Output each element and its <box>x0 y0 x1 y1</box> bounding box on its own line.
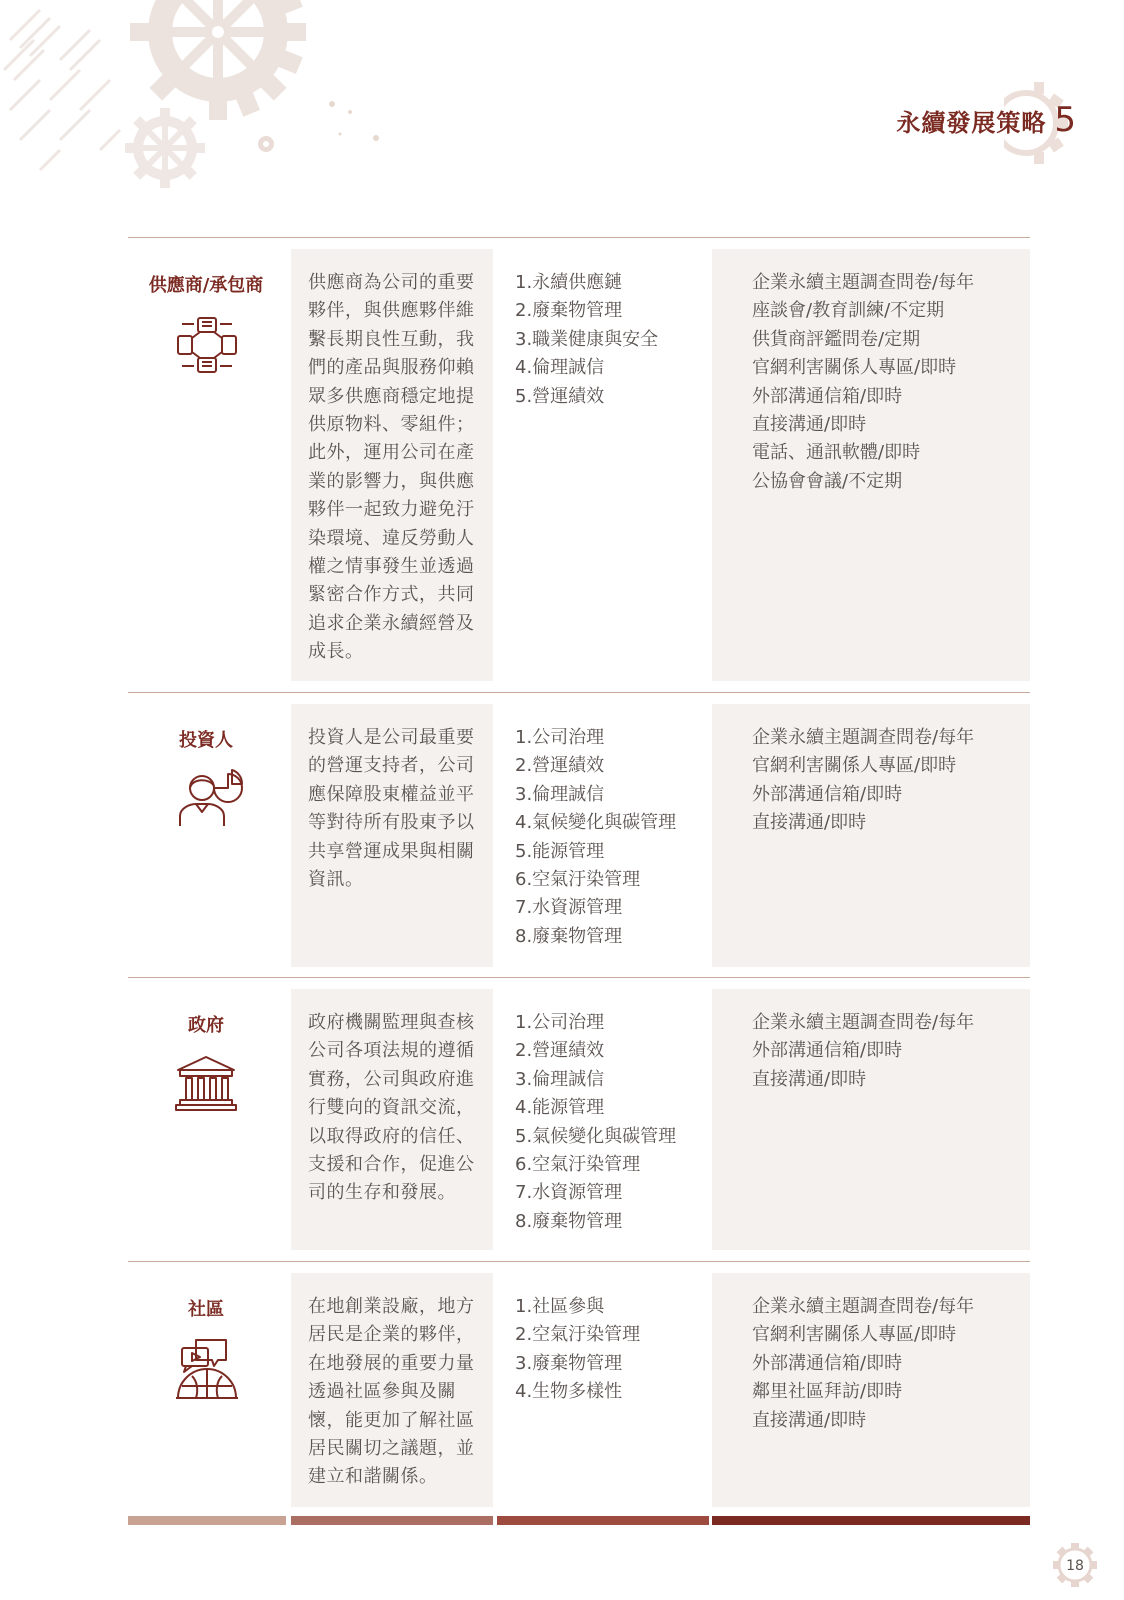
list-item: 3.倫理誠信 <box>515 783 605 805</box>
stakeholder-description: 在地創業設廠，地方 居民是企業的夥伴， 在地發展的重要力量 透過社區參與及關 懷，能更加了解社區 居民關切之議題，並 建立和諧關係。 <box>308 1296 475 1488</box>
list-item: 8.廢棄物管理 <box>515 925 623 947</box>
channel-list <box>752 1293 1022 1435</box>
row-divider <box>128 692 1030 693</box>
list-item: 1.社區參與 <box>515 1296 605 1317</box>
list-item: 4.倫理誠信 <box>515 357 605 379</box>
footer-bar <box>712 1516 1030 1525</box>
list-item: 4.氣候變化與碳管理 <box>515 812 677 834</box>
list-item: 3.廢棄物管理 <box>515 1352 623 1374</box>
list-item: 直接溝通/即時 <box>752 1409 867 1431</box>
list-item: 企業永續主題調查問卷/每年 <box>752 727 975 748</box>
list-item: 6.空氣汙染管理 <box>515 1153 641 1175</box>
list-item: 5.氣候變化與碳管理 <box>515 1125 677 1147</box>
stakeholder-description: 供應商為公司的重要 夥伴，與供應夥伴維 繫長期良性互動，我 們的產品與服務仰賴 眾多供應商穩定地提 供原物料、零組件； 此外，運用公司在產 業的影響力，與供應 夥伴一起致力避免汙 染環境、違反勞動人 權之情事發生並透過 緊密合作方式，共同 追求企業永續經營及 成長。 <box>308 272 475 663</box>
channel-list <box>752 269 1022 496</box>
topic-list <box>515 1009 705 1236</box>
list-item: 座談會/教育訓練/不定期 <box>752 300 945 322</box>
list-item: 3.倫理誠信 <box>515 1068 605 1090</box>
list-item: 4.生物多樣性 <box>515 1381 623 1403</box>
list-item: 企業永續主題調查問卷/每年 <box>752 1012 975 1033</box>
list-item: 鄰里社區拜訪/即時 <box>752 1381 903 1403</box>
list-item: 3.職業健康與安全 <box>515 328 659 350</box>
stakeholder-description: 政府機關監理與查核 公司各項法規的遵循 實務，公司與政府進 行雙向的資訊交流， 以取得政府的信任、 支援和合作，促進公 司的生存和發展。 <box>308 1012 475 1204</box>
list-item: 4.能源管理 <box>515 1097 605 1119</box>
footer-bar <box>497 1516 709 1525</box>
page-header <box>896 100 1076 140</box>
list-item: 官網利害關係人專區/即時 <box>752 357 957 379</box>
list-item: 電話、通訊軟體/即時 <box>752 442 921 464</box>
list-item: 外部溝通信箱/即時 <box>752 783 903 805</box>
section-title: 永續發展策略 <box>896 108 1047 137</box>
list-item: 外部溝通信箱/即時 <box>752 385 903 407</box>
list-item: 直接溝通/即時 <box>752 1068 867 1090</box>
topic-list <box>515 724 705 951</box>
page-number-badge <box>1052 1542 1098 1588</box>
list-item: 2.空氣汙染管理 <box>515 1324 641 1346</box>
topic-list <box>515 1293 705 1407</box>
list-item: 2.廢棄物管理 <box>515 300 623 322</box>
channel-list <box>752 1009 1022 1094</box>
investor-pie-chart-icon <box>174 768 244 828</box>
list-item: 1.公司治理 <box>515 727 605 748</box>
stakeholder-description: 投資人是公司最重要 的營運支持者，公司 應保障股東權益並平 等對待所有股東予以 共享營運成果與相關 資訊。 <box>308 727 475 891</box>
footer-bar <box>291 1516 493 1525</box>
list-item: 7.水資源管理 <box>515 897 623 919</box>
list-item: 6.空氣汙染管理 <box>515 868 641 890</box>
stakeholder-label: 投資人 <box>179 730 233 751</box>
stakeholder-label: 供應商/承包商 <box>148 275 264 296</box>
community-globe-icon <box>174 1336 240 1400</box>
list-item: 1.永續供應鏈 <box>515 272 623 293</box>
gear-decoration-icon <box>0 0 400 200</box>
chapter-number: 5 <box>1054 100 1076 140</box>
footer-bar <box>128 1516 286 1525</box>
list-item: 直接溝通/即時 <box>752 413 867 435</box>
row-divider <box>128 1261 1030 1262</box>
list-item: 官網利害關係人專區/即時 <box>752 1324 957 1346</box>
list-item: 外部溝通信箱/即時 <box>752 1040 903 1062</box>
stakeholder-label: 社區 <box>188 1299 224 1320</box>
list-item: 8.廢棄物管理 <box>515 1210 623 1232</box>
row-divider <box>128 977 1030 978</box>
list-item: 官網利害關係人專區/即時 <box>752 755 957 777</box>
list-item: 企業永續主題調查問卷/每年 <box>752 272 975 293</box>
list-item: 公協會會議/不定期 <box>752 470 903 492</box>
list-item: 1.公司治理 <box>515 1012 605 1033</box>
row-divider <box>128 237 1030 238</box>
list-item: 2.營運績效 <box>515 755 605 777</box>
list-item: 外部溝通信箱/即時 <box>752 1352 903 1374</box>
list-item: 直接溝通/即時 <box>752 812 867 834</box>
list-item: 5.能源管理 <box>515 840 605 862</box>
list-item: 2.營運績效 <box>515 1040 605 1062</box>
stakeholder-label: 政府 <box>188 1015 224 1036</box>
topic-list <box>515 269 705 411</box>
list-item: 企業永續主題調查問卷/每年 <box>752 1296 975 1317</box>
list-item: 7.水資源管理 <box>515 1182 623 1204</box>
list-item: 5.營運績效 <box>515 385 605 407</box>
list-item: 供貨商評鑑問卷/定期 <box>752 328 921 350</box>
government-building-icon <box>174 1054 238 1112</box>
channel-list <box>752 724 1022 838</box>
handshake-circle-icon <box>174 314 240 376</box>
page-number: 18 <box>1066 1558 1084 1574</box>
